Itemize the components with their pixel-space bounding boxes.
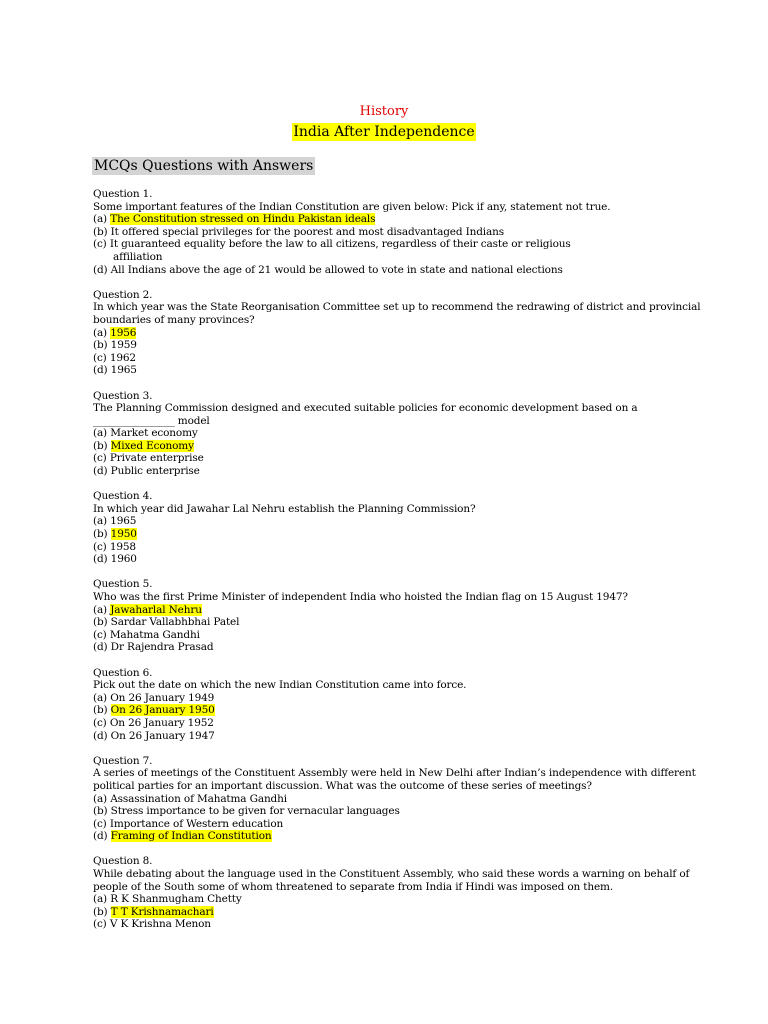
option-label: (d) bbox=[93, 641, 108, 654]
option bbox=[93, 641, 693, 654]
option bbox=[93, 452, 693, 465]
section-heading-wrapper bbox=[92, 155, 315, 175]
option-label: (c) bbox=[93, 716, 107, 729]
option bbox=[93, 427, 693, 440]
answer-option bbox=[93, 327, 693, 340]
option-label: (d) bbox=[93, 364, 108, 377]
option bbox=[93, 893, 693, 906]
question-block bbox=[93, 188, 693, 276]
option bbox=[93, 717, 693, 730]
option-label: (a) bbox=[93, 691, 108, 704]
option-label: (b) bbox=[93, 905, 108, 918]
option-label: (c) bbox=[93, 452, 107, 465]
option-label: (c) bbox=[93, 540, 107, 553]
option-label: (b) bbox=[93, 616, 108, 629]
question-stem-line: In which year was the State Reorganisation Committee set up to recommend the redrawing of district and provincial bbox=[93, 301, 701, 314]
option-text: 1962 bbox=[109, 351, 136, 364]
document-title: India After Independence bbox=[293, 124, 475, 140]
option bbox=[93, 793, 693, 806]
question-stem-line: Who was the first Prime Minister of independent India who hoisted the Indian flag on 15 August 1947? bbox=[93, 591, 628, 603]
option bbox=[93, 818, 693, 831]
questions-list bbox=[93, 188, 701, 944]
option bbox=[93, 616, 693, 629]
question-block bbox=[93, 288, 701, 377]
option bbox=[93, 629, 693, 642]
option-label: (d) bbox=[93, 263, 108, 276]
option-text: 1959 bbox=[110, 339, 137, 352]
option-label: (a) bbox=[93, 893, 108, 906]
answer-text-highlighted: On 26 January 1950 bbox=[110, 704, 215, 717]
option bbox=[93, 541, 693, 554]
question-number: Question 7. bbox=[93, 754, 153, 767]
option-label: (b) bbox=[93, 225, 108, 238]
option-text: R K Shanmugham Chetty bbox=[110, 893, 242, 906]
subject-heading: History bbox=[359, 104, 409, 119]
option-label: (d) bbox=[93, 553, 108, 566]
option-label: (c) bbox=[93, 351, 107, 364]
option-text: Private enterprise bbox=[109, 452, 204, 465]
option-continuation: affiliation bbox=[113, 250, 163, 263]
option-label: (c) bbox=[93, 238, 107, 251]
option-text: Assassination of Mahatma Gandhi bbox=[110, 792, 287, 805]
question-number: Question 1. bbox=[93, 188, 153, 200]
option-label: (d) bbox=[93, 729, 108, 742]
option bbox=[93, 515, 693, 528]
option bbox=[93, 264, 693, 277]
option-text: All Indians above the age of 21 would be allowed to vote in state and national elections bbox=[110, 263, 563, 276]
question-stem-line: While debating about the language used in the Constituent Assembly, who said these words a warning on behalf of bbox=[93, 868, 690, 881]
option bbox=[93, 238, 693, 251]
question-number: Question 8. bbox=[93, 855, 153, 868]
option bbox=[93, 465, 693, 478]
question-stem-line: boundaries of many provinces? bbox=[93, 313, 255, 326]
option-label: (c) bbox=[93, 628, 107, 641]
section-heading: MCQs Questions with Answers bbox=[94, 158, 314, 174]
question-stem-line: people of the South some of whom threatened to separate from India if Hindi was imposed on them. bbox=[93, 880, 614, 893]
option-text: On 26 January 1952 bbox=[109, 716, 214, 729]
option-text: 1960 bbox=[110, 553, 137, 566]
question-block bbox=[93, 855, 693, 931]
option-label: (d) bbox=[93, 465, 108, 478]
option bbox=[93, 730, 693, 743]
option bbox=[93, 918, 693, 931]
question-stem-line: Some important features of the Indian Constitution are given below: Pick if any, statement not true. bbox=[93, 200, 611, 213]
question-number: Question 4. bbox=[93, 490, 153, 503]
option-label: (c) bbox=[93, 817, 107, 830]
answer-option bbox=[93, 704, 693, 717]
answer-option bbox=[93, 830, 693, 843]
answer-text-highlighted: Jawaharlal Nehru bbox=[110, 603, 202, 616]
option-label: (b) bbox=[93, 805, 108, 818]
option-label: (a) bbox=[93, 326, 108, 339]
question-block bbox=[93, 667, 693, 743]
answer-option bbox=[93, 213, 693, 226]
option-label: (a) bbox=[93, 603, 108, 616]
question-number: Question 6. bbox=[93, 666, 153, 679]
question-stem-line: ________________ model bbox=[93, 414, 210, 427]
option bbox=[93, 553, 693, 566]
option bbox=[93, 352, 693, 365]
option-text: Mahatma Gandhi bbox=[109, 628, 200, 641]
option-text: V K Krishna Menon bbox=[109, 918, 211, 931]
option-text: On 26 January 1947 bbox=[110, 729, 215, 742]
answer-option bbox=[93, 440, 693, 453]
option bbox=[93, 805, 693, 818]
question-number: Question 3. bbox=[93, 389, 153, 402]
option-label: (a) bbox=[93, 515, 108, 528]
question-block bbox=[93, 754, 696, 843]
option-label: (b) bbox=[93, 704, 108, 717]
option-label: (d) bbox=[93, 830, 108, 843]
title-wrapper bbox=[0, 121, 768, 141]
option-text: Sardar Vallabhbhai Patel bbox=[110, 616, 240, 629]
option-text: Stress importance to be given for vernacular languages bbox=[110, 805, 400, 818]
question-stem-line: The Planning Commission designed and executed suitable policies for economic development based on a bbox=[93, 402, 638, 415]
option-label: (b) bbox=[93, 339, 108, 352]
answer-option bbox=[93, 906, 693, 919]
option-text: It offered special privileges for the poorest and most disadvantaged Indians bbox=[110, 225, 504, 238]
question-block bbox=[93, 390, 693, 478]
option-label: (a) bbox=[93, 213, 108, 226]
option-label: (a) bbox=[93, 427, 108, 440]
question-stem-line: In which year did Jawahar Lal Nehru establish the Planning Commission? bbox=[93, 502, 476, 515]
answer-option bbox=[93, 604, 693, 617]
option-label: (a) bbox=[93, 792, 108, 805]
answer-text-highlighted: 1950 bbox=[110, 528, 137, 541]
answer-text-highlighted: The Constitution stressed on Hindu Pakistan ideals bbox=[110, 213, 376, 226]
question-stem-line: A series of meetings of the Constituent Assembly were held in New Delhi after Indian’s independence with different bbox=[93, 767, 696, 780]
answer-text-highlighted: Framing of Indian Constitution bbox=[110, 830, 272, 843]
answer-text-highlighted: 1956 bbox=[110, 326, 137, 339]
option-text: Dr Rajendra Prasad bbox=[110, 641, 214, 654]
option-label: (b) bbox=[93, 439, 108, 452]
option-text: 1965 bbox=[110, 515, 137, 528]
option-text: On 26 January 1949 bbox=[110, 691, 215, 704]
option-text: Market economy bbox=[110, 427, 198, 440]
option-text: Importance of Western education bbox=[109, 817, 284, 830]
option-text: 1958 bbox=[109, 540, 136, 553]
option-text: It guaranteed equality before the law to all citizens, regardless of their caste or religious bbox=[109, 238, 571, 251]
question-block bbox=[93, 490, 693, 566]
question-stem-line: Pick out the date on which the new Indian Constitution came into force. bbox=[93, 679, 467, 692]
question-stem-line: political parties for an important discussion. What was the outcome of these series of meetings? bbox=[93, 779, 592, 792]
answer-option bbox=[93, 528, 693, 541]
option-label: (b) bbox=[93, 528, 108, 541]
answer-text-highlighted: Mixed Economy bbox=[110, 439, 194, 452]
option bbox=[93, 692, 693, 705]
option bbox=[93, 339, 693, 352]
option-label: (c) bbox=[93, 918, 107, 931]
question-number: Question 2. bbox=[93, 288, 153, 301]
option bbox=[93, 226, 693, 239]
question-block bbox=[93, 578, 693, 654]
option-text: 1965 bbox=[110, 364, 137, 377]
option-text: Public enterprise bbox=[110, 465, 200, 478]
question-number: Question 5. bbox=[93, 578, 153, 591]
answer-text-highlighted: T T Krishnamachari bbox=[110, 905, 214, 918]
option bbox=[93, 364, 693, 377]
